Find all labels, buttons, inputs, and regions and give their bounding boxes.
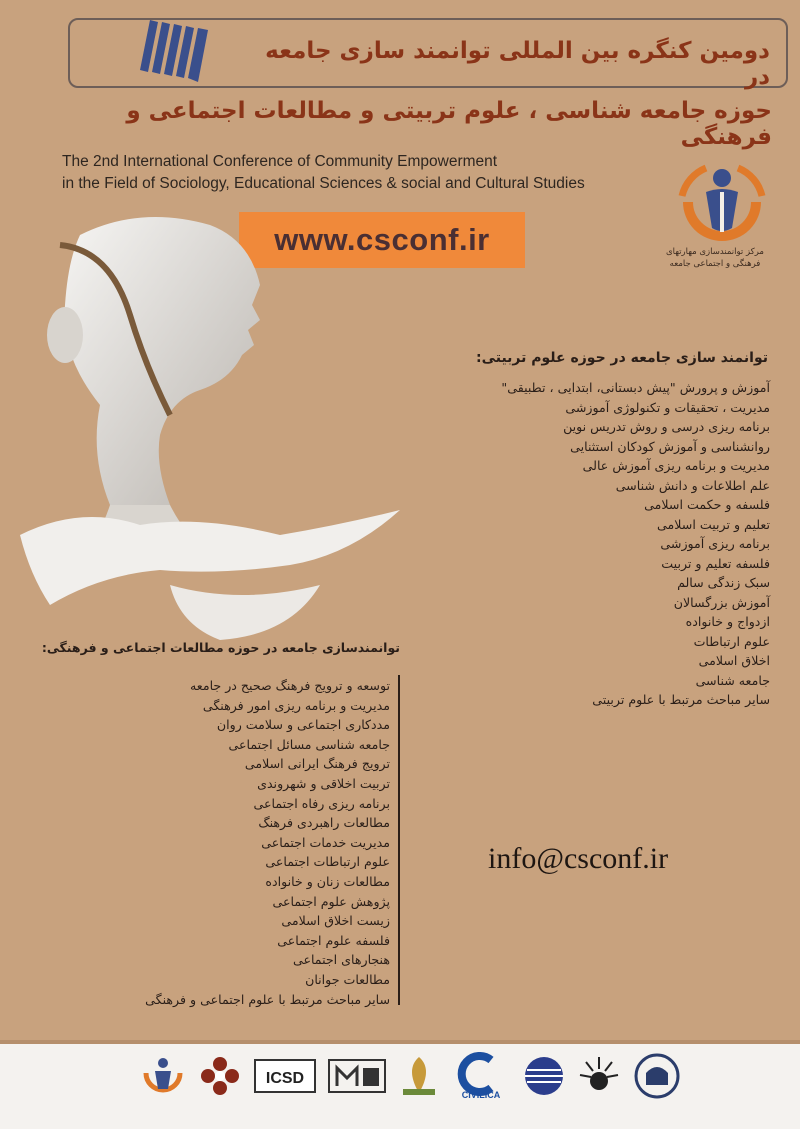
- leaf-logo-icon: [399, 1052, 439, 1100]
- persian-title-line-2: حوزه جامعه شناسی ، علوم تربیتی و مطالعات اجتماعی و فرهنگی: [126, 98, 772, 150]
- list-item: برنامه ریزی درسی و روش تدریس نوین: [563, 419, 770, 434]
- list-item: تعلیم و تربیت اسلامی: [657, 516, 770, 532]
- list-item: مطالعات جوانان: [305, 971, 390, 987]
- list-item: آموزش بزرگسالان: [673, 594, 770, 610]
- list-item: جامعه شناسی: [695, 672, 770, 688]
- civilica-label: CIVILICA: [461, 1090, 501, 1100]
- list-item: برنامه ریزی رفاه اجتماعی: [253, 795, 390, 811]
- persian-title-line-1: دومین کنگره بین المللی توانمند سازی جامعه در: [265, 38, 770, 90]
- organizer-logo-icon: [676, 162, 768, 246]
- list-item: سایر مباحث مرتبط با علوم اجتماعی و فرهنگی: [145, 991, 390, 1007]
- books-icon: [110, 10, 220, 90]
- icsd-label: ICSD: [265, 1070, 304, 1087]
- rosette-logo-icon: [198, 1052, 242, 1100]
- list-item: هنجارهای اجتماعی: [292, 952, 390, 968]
- face-sculpture-illustration: [20, 205, 460, 645]
- list-item: تربیت اخلاقی و شهروندی: [257, 775, 390, 791]
- list-item: فلسفه و حکمت اسلامی: [644, 497, 770, 512]
- social-heading: توانمندسازی جامعه در حوزه مطالعات اجتماعی و فرهنگی:: [41, 640, 400, 655]
- list-item: برنامه ریزی آموزشی: [660, 536, 770, 551]
- list-item: توسعه و ترویج فرهنگ صحیح در جامعه: [190, 678, 390, 693]
- list-item: فلسفه علوم اجتماعی: [277, 932, 390, 948]
- organizer-name: [650, 246, 780, 270]
- sponsor-logos: [140, 1048, 680, 1104]
- list-item: مدیریت و برنامه ریزی امور فرهنگی: [202, 697, 390, 713]
- contact-email[interactable]: info@csconf.ir: [488, 842, 669, 875]
- list-item: علم اطلاعات و دانش شناسی: [615, 477, 770, 493]
- english-title-line-1: The 2nd International Conference of Community Empowerment: [62, 153, 498, 170]
- list-item: مددکاری اجتماعی و سلامت روان: [216, 717, 390, 733]
- list-item: مدیریت ، تحقیقات و تکنولوژی آموزشی: [565, 399, 770, 415]
- english-title: [62, 151, 692, 195]
- list-item: زیست اخلاق اسلامی: [281, 913, 390, 929]
- globe-logo-icon: [523, 1052, 565, 1100]
- list-item: مطالعات زنان و خانواده: [265, 873, 390, 889]
- list-item: مطالعات راهبردی فرهنگ: [258, 815, 390, 831]
- vertical-divider: [398, 675, 400, 1005]
- civilica-logo: [451, 1052, 511, 1100]
- list-item: سایر مباحث مرتبط با علوم تربیتی: [592, 692, 770, 707]
- educational-topics-list: [420, 378, 770, 710]
- icsd-logo: [254, 1052, 316, 1100]
- list-item: ازدواج و خانواده: [685, 614, 770, 629]
- list-item: جامعه شناسی مسائل اجتماعی: [228, 736, 390, 752]
- list-item: پژوهش علوم اجتماعی: [272, 893, 390, 909]
- organizer-name-line-1: مرکز توانمندسازی مهارتهای: [666, 247, 764, 257]
- list-item: آموزش و پرورش "پیش دبستانی، ابتدایی ، تطبیقی": [501, 380, 770, 395]
- educational-heading: توانمند سازی جامعه در حوزه علوم تربیتی:: [475, 350, 768, 366]
- list-item: مدیریت خدمات اجتماعی: [261, 834, 390, 850]
- list-item: ترویج فرهنگ ایرانی اسلامی: [244, 756, 390, 772]
- list-item: سبک زندگی سالم: [677, 575, 770, 590]
- university-sunburst-logo-icon: [576, 1052, 622, 1100]
- organizer-name-line-2: فرهنگی و اجتماعی جامعه: [669, 259, 761, 269]
- list-item: اخلاق اسلامی: [698, 653, 770, 668]
- social-topics-list: [70, 676, 390, 1009]
- mosque-logo-icon: [634, 1052, 680, 1100]
- list-item: روانشناسی و آموزش کودکان استثنایی: [570, 438, 770, 454]
- list-item: فلسفه تعلیم و تربیت: [661, 555, 770, 571]
- institute-logo-icon: [327, 1052, 387, 1100]
- list-item: مدیریت و برنامه ریزی آموزش عالی: [582, 458, 770, 473]
- english-title-line-2: in the Field of Sociology, Educational Sciences & social and Cultural Studies: [62, 175, 585, 192]
- organizer-small-logo-icon: [140, 1052, 186, 1100]
- list-item: علوم ارتباطات اجتماعی: [265, 854, 390, 870]
- list-item: علوم ارتباطات: [693, 633, 770, 649]
- website-url[interactable]: www.csconf.ir: [274, 222, 490, 257]
